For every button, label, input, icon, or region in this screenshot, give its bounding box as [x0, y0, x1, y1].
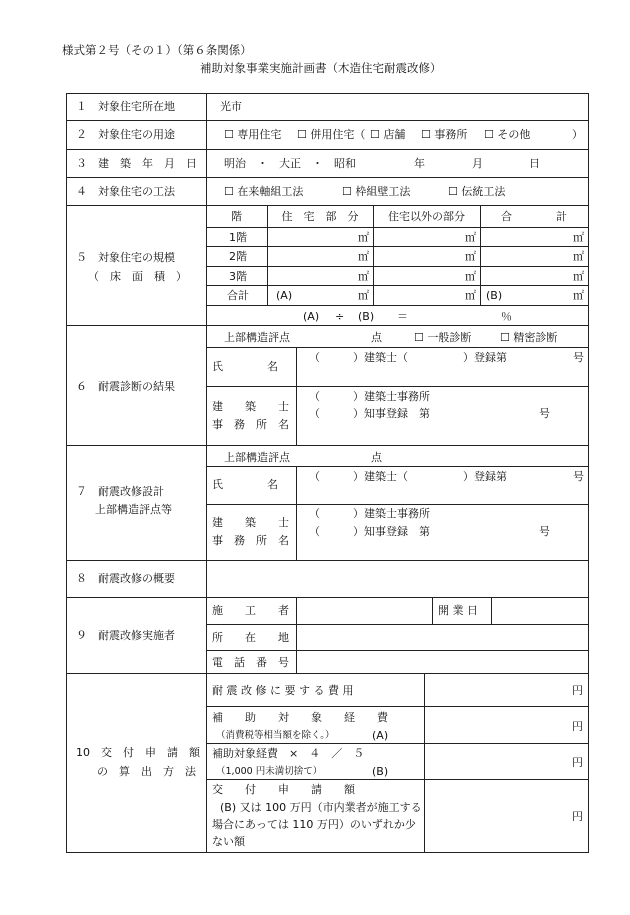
calc-mark-b: (B): [372, 765, 389, 778]
start-date-label: 開 業 日: [438, 604, 478, 617]
registration-number-unit: 号: [573, 351, 584, 364]
row3-label: ３ 建 築 年 月 日: [76, 157, 197, 170]
unit-sqm[interactable]: ㎡: [465, 289, 476, 302]
unit-sqm[interactable]: ㎡: [465, 231, 476, 244]
design-office-label-1: 建 築 士: [212, 516, 289, 529]
paren-close: ）: [572, 128, 583, 141]
checkbox-dedicated-house[interactable]: ☐ 専用住宅: [224, 128, 282, 141]
grant-desc-line2: 場合にあっては 110 万円）のいずれか少: [212, 818, 416, 831]
row8-label: ８ 耐震改修の概要: [76, 572, 175, 585]
floor-1-label: 1階: [229, 231, 247, 244]
mark-b: (B): [486, 289, 503, 302]
contractor-label: 施 工 者: [212, 604, 289, 617]
governor-registration[interactable]: （ ）知事登録 第: [309, 407, 430, 420]
ratio-divide: ÷: [335, 310, 345, 323]
subsidy-target-label: 補 助 対 象 経 費: [212, 711, 388, 724]
unit-sqm[interactable]: ㎡: [465, 270, 476, 283]
year-label: 年: [414, 157, 425, 170]
architect-registration[interactable]: （ ）建築士（ ）登録第: [309, 351, 507, 364]
design-registration-number-unit: 号: [573, 470, 584, 483]
office-label-2: 事 務 所 名: [212, 418, 289, 431]
retrofit-cost-label: 耐 震 改 修 に 要 す る 費 用: [212, 684, 354, 697]
page-title: 補助対象事業実施計画書（木造住宅耐震改修）: [200, 61, 442, 75]
design-governor-registration[interactable]: （ ）知事登録 第: [309, 525, 430, 538]
row10-label: 10 交 付 申 請 額: [76, 746, 200, 759]
unit-sqm[interactable]: ㎡: [573, 250, 584, 263]
floor-3-label: 3階: [229, 270, 247, 283]
floor-2-label: 2階: [229, 250, 247, 263]
unit-sqm[interactable]: ㎡: [358, 231, 369, 244]
unit-sqm[interactable]: ㎡: [465, 250, 476, 263]
design-office-number-unit: 号: [539, 525, 550, 538]
row6-label: ６ 耐震診断の結果: [76, 380, 175, 393]
grant-desc-line3: ない額: [212, 835, 245, 848]
era-options[interactable]: 明治 ・ 大正 ・ 昭和: [224, 157, 356, 170]
ratio-b: (B): [358, 310, 375, 323]
address-value[interactable]: 光市: [220, 100, 242, 113]
col-house-header: 住 宅 部 分: [281, 210, 359, 223]
col-nonhouse-header: 住宅以外の部分: [388, 210, 465, 223]
retrofit-summary-field[interactable]: [212, 566, 582, 592]
unit-sqm[interactable]: ㎡: [573, 231, 584, 244]
row1-label: １ 対象住宅所在地: [76, 100, 175, 113]
design-score-unit[interactable]: 点: [371, 451, 382, 464]
grant-amount-label: 交 付 申 請 額: [212, 783, 355, 796]
checkbox-general-diagnosis[interactable]: ☐ 一般診断: [414, 331, 472, 344]
ratio-a: (A): [303, 310, 320, 323]
yen-unit[interactable]: 円: [572, 684, 583, 697]
form-number-label: 様式第２号（その１）（第６条関係）: [62, 43, 252, 57]
unit-sqm[interactable]: ㎡: [358, 289, 369, 302]
row7-label: ７ 耐震改修設計: [76, 485, 164, 498]
yen-unit[interactable]: 円: [572, 720, 583, 733]
checkbox-traditional[interactable]: ☐ 伝統工法: [448, 185, 506, 198]
subsidy-mark-a: (A): [372, 729, 389, 742]
architect-office[interactable]: （ ）建築士事務所: [309, 390, 430, 403]
unit-sqm[interactable]: ㎡: [358, 250, 369, 263]
score-label: 上部構造評点: [224, 331, 290, 344]
yen-unit[interactable]: 円: [572, 810, 583, 823]
unit-sqm[interactable]: ㎡: [573, 289, 584, 302]
checkbox-office[interactable]: ☐ 事務所: [421, 128, 468, 141]
design-office-label-2: 事 務 所 名: [212, 534, 289, 547]
month-label: 月: [472, 157, 483, 170]
checkbox-wall-frame[interactable]: ☐ 枠組壁工法: [342, 185, 411, 198]
office-label-1: 建 築 士: [212, 400, 289, 413]
row4-label: ４ 対象住宅の工法: [76, 185, 175, 198]
checkbox-conventional-frame[interactable]: ☐ 在来軸組工法: [224, 185, 304, 198]
row10-sublabel: の 算 出 方 法: [97, 765, 196, 778]
mark-a: (A): [276, 289, 293, 302]
contractor-address-label: 所 在 地: [212, 631, 289, 644]
yen-unit[interactable]: 円: [572, 756, 583, 769]
grant-desc-line1: (B) 又は 100 万円（市内業者が施工する: [220, 801, 422, 814]
subsidy-tax-note: （消費税等相当額を除く。）: [216, 730, 335, 741]
design-architect-registration[interactable]: （ ）建築士（ ）登録第: [309, 470, 507, 483]
col-floor-header: 階: [231, 210, 242, 223]
row5-label: ５ 対象住宅の規模: [76, 251, 175, 264]
name-label: 氏 名: [212, 360, 278, 373]
checkbox-precise-diagnosis[interactable]: ☐ 精密診断: [500, 331, 558, 344]
unit-sqm[interactable]: ㎡: [358, 270, 369, 283]
calc-rounding-note: （1,000 円未満切捨て）: [216, 766, 323, 777]
row7-sublabel: 上部構造評点等: [95, 503, 172, 516]
checkbox-combined-house[interactable]: ☐ 併用住宅（: [297, 128, 366, 141]
col-total-header: 合 計: [501, 210, 567, 223]
design-name-label: 氏 名: [212, 478, 278, 491]
ratio-percent[interactable]: ％: [501, 310, 512, 323]
unit-sqm[interactable]: ㎡: [573, 270, 584, 283]
day-label: 日: [529, 157, 540, 170]
office-number-unit: 号: [539, 407, 550, 420]
checkbox-other[interactable]: ☐ その他: [484, 128, 531, 141]
ratio-equals: ＝: [397, 310, 408, 323]
row9-label: ９ 耐震改修実施者: [76, 629, 175, 642]
score-unit[interactable]: 点: [371, 331, 382, 344]
calc-formula-label: 補助対象経費 × ４ ／ ５: [212, 747, 365, 760]
phone-number-label: 電 話 番 号: [212, 656, 289, 669]
row5-sublabel: （ 床 面 積 ）: [88, 270, 187, 283]
row2-label: ２ 対象住宅の用途: [76, 128, 175, 141]
floor-total-label: 合計: [227, 289, 249, 302]
design-architect-office[interactable]: （ ）建築士事務所: [309, 507, 430, 520]
design-score-label: 上部構造評点: [224, 451, 290, 464]
checkbox-shop[interactable]: ☐ 店舗: [370, 128, 406, 141]
